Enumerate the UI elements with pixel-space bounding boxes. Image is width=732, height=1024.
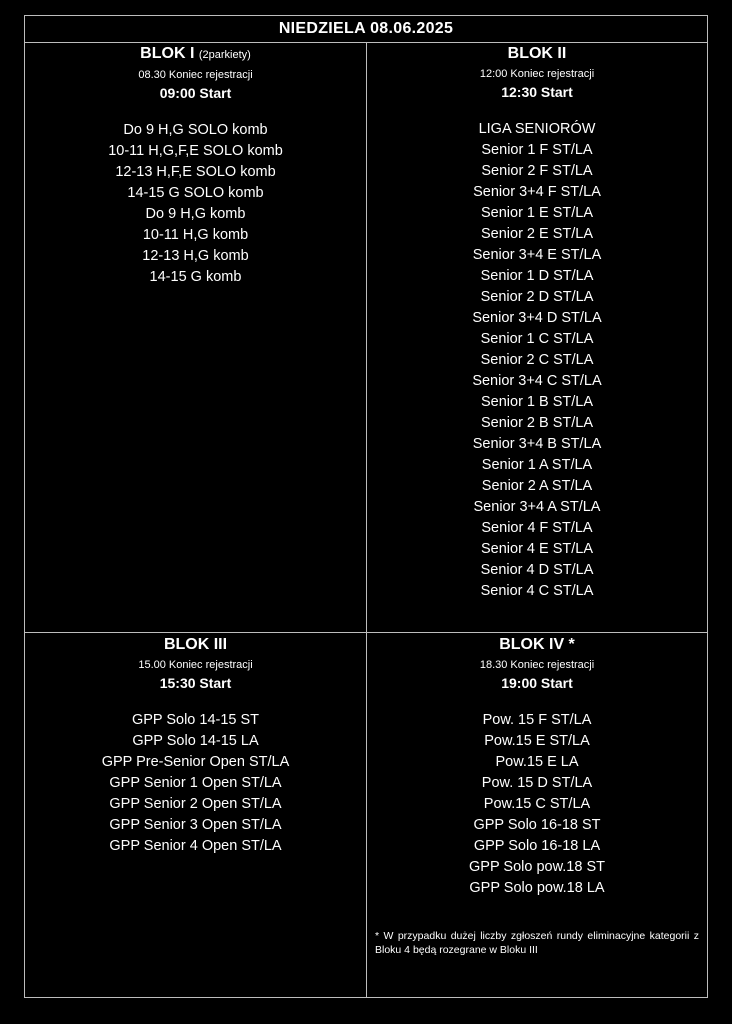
category-item: Senior 1 E ST/LA [480, 205, 594, 221]
category-item: Senior 1 F ST/LA [481, 142, 593, 158]
category-item: 14-15 G SOLO komb [127, 185, 264, 201]
category-item: 12-13 H,F,E SOLO komb [115, 164, 276, 180]
blocks-row-top [25, 42, 707, 633]
category-item: Senior 4 D ST/LA [480, 562, 594, 578]
schedule-sheet [24, 15, 708, 998]
block-cell [367, 42, 707, 632]
category-item: Senior 3+4 C ST/LA [472, 373, 602, 389]
category-item: Do 9 H,G SOLO komb [123, 122, 268, 138]
block-cell [25, 42, 367, 632]
start-time: 15:30 Start [159, 675, 232, 691]
block-cell [367, 633, 707, 997]
block-title [367, 44, 707, 64]
blocks-grid [25, 42, 707, 997]
block-title [25, 635, 366, 655]
category-item: Senior 3+4 D ST/LA [472, 310, 602, 326]
category-item: GPP Senior 1 Open ST/LA [109, 775, 282, 791]
category-list [367, 119, 707, 602]
category-item: Pow.15 C ST/LA [483, 796, 591, 812]
category-item: Senior 3+4 A ST/LA [473, 499, 601, 515]
category-item: 10-11 H,G komb [142, 227, 249, 243]
category-item: Senior 2 C ST/LA [480, 352, 594, 368]
page-title: NIEDZIELA 08.06.2025 [25, 16, 707, 43]
category-item: Senior 3+4 F ST/LA [473, 184, 601, 200]
category-item: Pow. 15 D ST/LA [481, 775, 593, 791]
category-item: Senior 1 B ST/LA [480, 394, 594, 410]
category-item: Senior 1 C ST/LA [480, 331, 594, 347]
blocks-row-bottom [25, 633, 707, 997]
category-item: Pow.15 E ST/LA [484, 733, 590, 749]
block-title [25, 44, 366, 65]
category-list [25, 710, 366, 857]
block-name: BLOK II [507, 45, 567, 62]
category-item: GPP Senior 4 Open ST/LA [109, 838, 282, 854]
category-item: Senior 2 A ST/LA [481, 478, 593, 494]
category-item: GPP Solo pow.18 LA [469, 880, 605, 896]
category-item: GPP Senior 2 Open ST/LA [109, 796, 282, 812]
category-item: Senior 4 C ST/LA [480, 583, 594, 599]
category-item: Senior 2 E ST/LA [480, 226, 594, 242]
category-item: Senior 1 A ST/LA [481, 457, 593, 473]
category-item: Senior 2 D ST/LA [480, 289, 594, 305]
registration-deadline: 15.00 Koniec rejestracji [138, 659, 253, 671]
category-item: Senior 3+4 E ST/LA [472, 247, 602, 263]
category-item: Senior 1 D ST/LA [480, 268, 594, 284]
start-time: 12:30 Start [501, 84, 573, 100]
category-item: LIGA SENIORÓW [478, 121, 596, 137]
category-item: GPP Pre-Senior Open ST/LA [101, 754, 290, 770]
category-item: 14-15 G komb [149, 269, 242, 285]
category-item: Do 9 H,G komb [145, 206, 246, 222]
category-item: Senior 2 F ST/LA [481, 163, 593, 179]
category-item: GPP Senior 3 Open ST/LA [109, 817, 282, 833]
category-item: Senior 4 F ST/LA [481, 520, 593, 536]
block-name: BLOK III [163, 636, 228, 653]
category-item: GPP Solo 14-15 ST [131, 712, 260, 728]
block-name: BLOK IV * [499, 636, 575, 653]
start-time: 19:00 Start [501, 675, 573, 691]
footnote: * W przypadku dużej liczby zgłoszeń rundy eliminacyjne kategorii z Bloku 4 będą rozegrane w Bloku III [375, 930, 699, 956]
category-list [367, 710, 707, 899]
category-item: GPP Solo 16-18 ST [473, 817, 601, 833]
category-item: Senior 3+4 B ST/LA [472, 436, 602, 452]
category-list [25, 120, 366, 288]
category-item: Senior 2 B ST/LA [480, 415, 594, 431]
category-item: GPP Solo 16-18 LA [473, 838, 601, 854]
registration-deadline: 18.30 Koniec rejestracji [479, 659, 595, 671]
category-item: GPP Solo 14-15 LA [132, 733, 259, 749]
registration-deadline: 12:00 Koniec rejestracji [479, 68, 595, 80]
category-item: 10-11 H,G,F,E SOLO komb [108, 143, 283, 159]
block-name: BLOK I [140, 45, 195, 62]
category-item: GPP Solo pow.18 ST [469, 859, 605, 875]
block-name-note: (2parkiety) [198, 49, 251, 61]
category-item: Pow.15 E LA [495, 754, 579, 770]
block-cell [25, 633, 367, 997]
category-item: Senior 4 E ST/LA [480, 541, 594, 557]
block-title [367, 635, 707, 655]
category-item: Pow. 15 F ST/LA [482, 712, 592, 728]
registration-deadline: 08.30 Koniec rejestracji [138, 69, 253, 81]
start-time: 09:00 Start [159, 85, 232, 101]
category-item: 12-13 H,G komb [142, 248, 249, 264]
